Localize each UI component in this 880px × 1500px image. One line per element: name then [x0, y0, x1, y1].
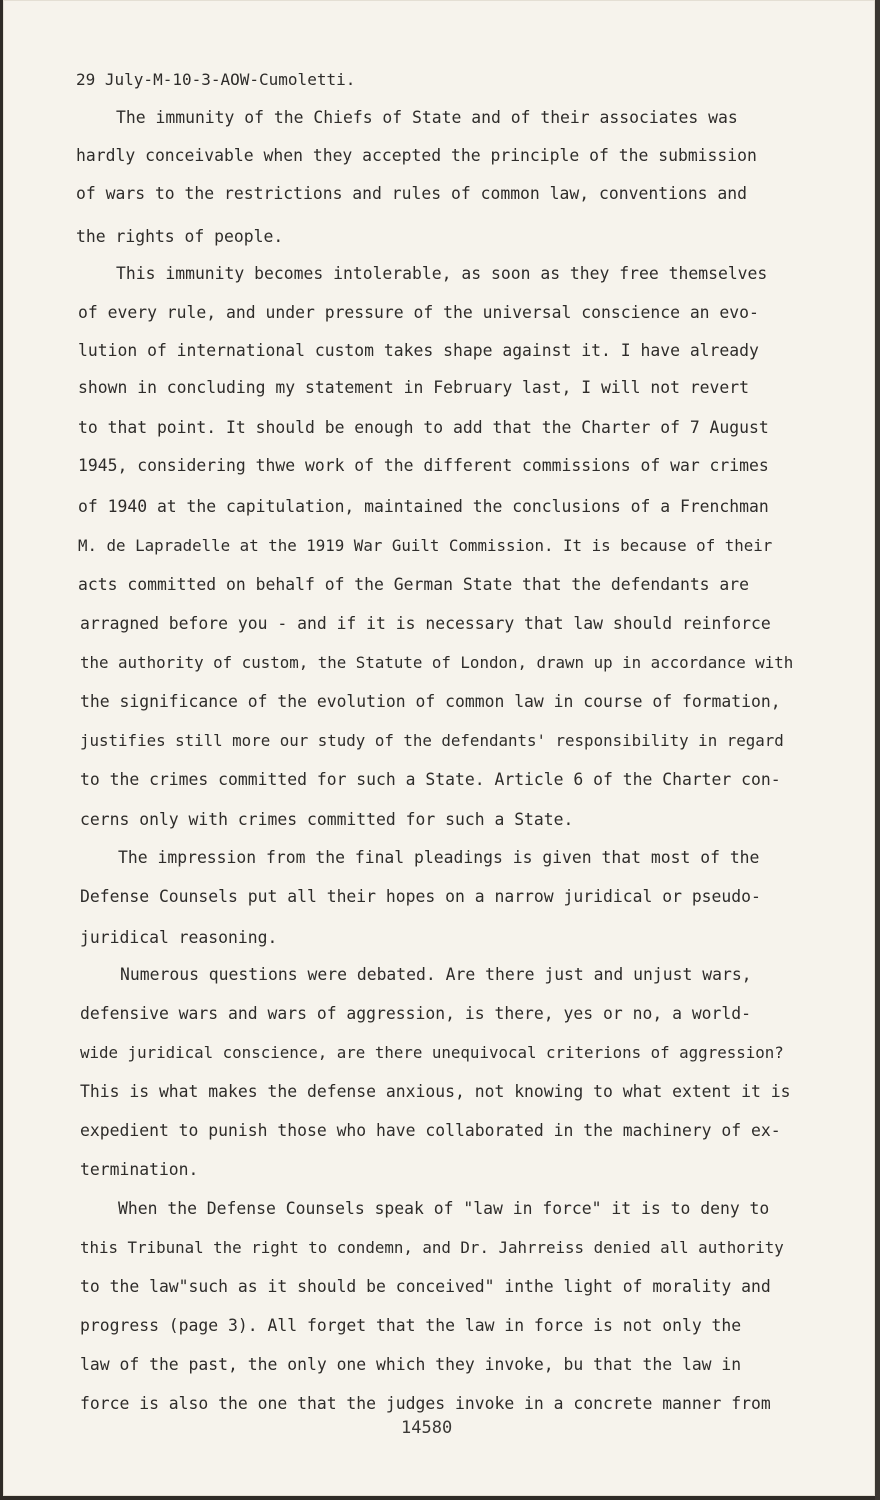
text-line: the authority of custom, the Statute of London, drawn up in accordance with	[80, 653, 794, 672]
text-line: cerns only with crimes committed for such a State.	[80, 810, 574, 829]
text-line: hardly conceivable when they accepted the principle of the submission	[76, 146, 757, 165]
document-header: 29 July-M-10-3-AOW-Cumoletti.	[76, 70, 356, 89]
document-page	[3, 0, 875, 1496]
text-line: the significance of the evolution of common law in course of formation,	[80, 692, 781, 711]
text-line: The immunity of the Chiefs of State and of their associates was	[116, 108, 738, 127]
text-line: wide juridical conscience, are there unequivocal criterions of aggression?	[80, 1043, 784, 1062]
page-edge	[875, 0, 880, 1500]
text-line: shown in concluding my statement in February last, I will not revert	[78, 378, 750, 397]
text-line: expedient to punish those who have collaborated in the machinery of ex-	[80, 1121, 781, 1140]
text-line: force is also the one that the judges invoke in a concrete manner from	[80, 1394, 771, 1413]
text-line: defensive wars and wars of aggression, is there, yes or no, a world-	[80, 1004, 752, 1023]
text-line: to the crimes committed for such a State. Article 6 of the Charter con-	[80, 770, 781, 789]
page-number: 14580	[401, 1418, 453, 1438]
text-line: of every rule, and under pressure of the universal conscience an evo-	[78, 303, 759, 322]
text-line: 1945, considering thwe work of the different commissions of war crimes	[78, 456, 769, 475]
text-line: juridical reasoning.	[80, 928, 278, 947]
text-line: This immunity becomes intolerable, as soon as they free themselves	[116, 264, 768, 283]
text-line: to that point. It should be enough to add that the Charter of 7 August	[78, 418, 769, 437]
text-line: The impression from the final pleadings is given that most of the	[118, 848, 760, 867]
text-line: justifies still more our study of the defendants' responsibility in regard	[80, 731, 784, 750]
text-line: Defense Counsels put all their hopes on a narrow juridical or pseudo-	[80, 887, 761, 906]
text-line: to the law"such as it should be conceived" inthe light of morality and	[80, 1277, 771, 1296]
text-line: this Tribunal the right to condemn, and Dr. Jahrreiss denied all authority	[80, 1238, 784, 1257]
text-line: When the Defense Counsels speak of "law in force" it is to deny to	[118, 1199, 770, 1218]
text-line: law of the past, the only one which they invoke, bu that the law in	[80, 1355, 742, 1374]
text-line: progress (page 3). All forget that the law in force is not only the	[80, 1316, 742, 1335]
text-line: the rights of people.	[76, 227, 284, 246]
text-line: of 1940 at the capitulation, maintained the conclusions of a Frenchman	[78, 497, 769, 516]
text-line: of wars to the restrictions and rules of common law, conventions and	[76, 184, 748, 203]
text-line: This is what makes the defense anxious, not knowing to what extent it is	[80, 1082, 791, 1101]
text-line: acts committed on behalf of the German State that the defendants are	[78, 575, 750, 594]
text-line: arragned before you - and if it is necessary that law should reinforce	[80, 614, 771, 633]
text-line: M. de Lapradelle at the 1919 War Guilt Commission. It is because of their	[78, 536, 773, 555]
text-line: termination.	[80, 1160, 199, 1179]
text-line: Numerous questions were debated. Are there just and unjust wars,	[120, 965, 752, 984]
text-line: lution of international custom takes shape against it. I have already	[78, 341, 759, 360]
